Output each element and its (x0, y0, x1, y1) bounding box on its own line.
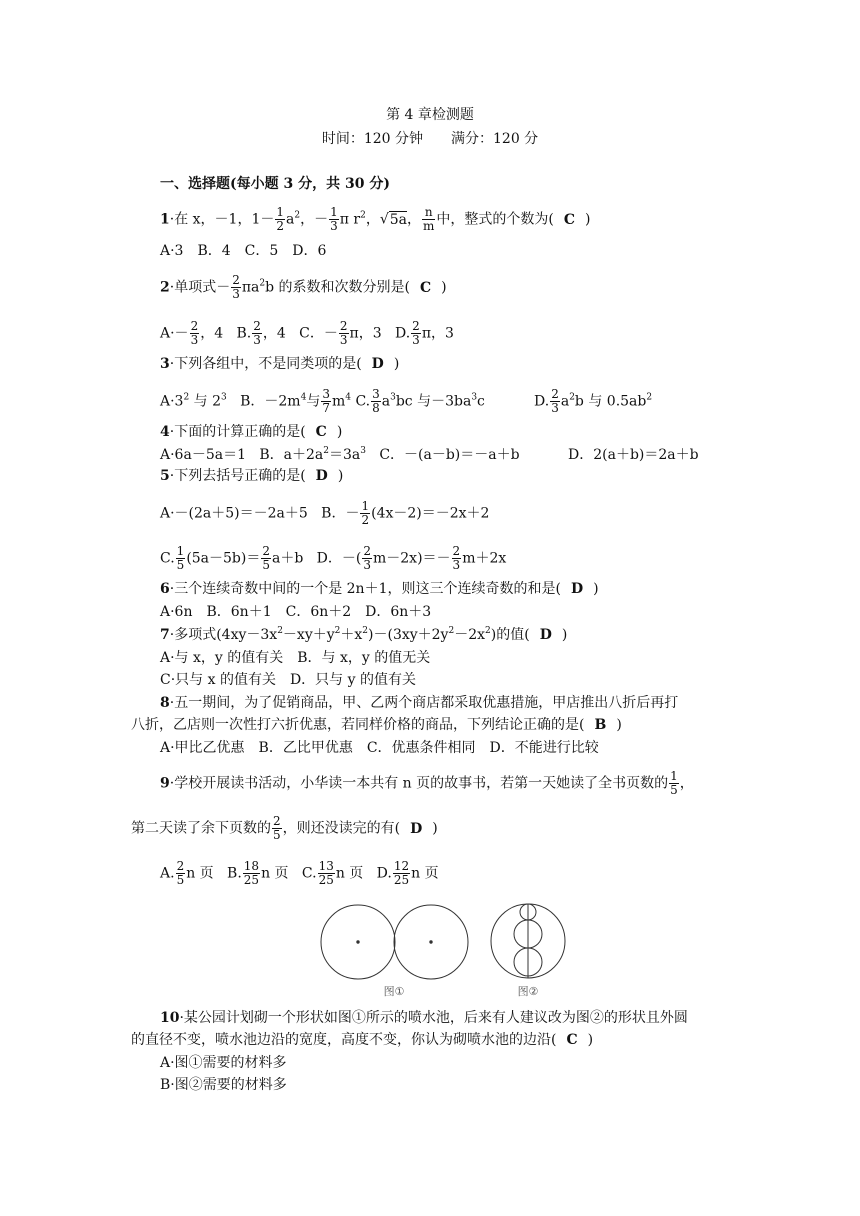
question-number: 4 (160, 424, 170, 440)
question-text: a (286, 211, 295, 228)
question-number: 5 (160, 468, 170, 484)
question-10-line-2: 的直径不变，喷水池边沿的宽度，高度不变，你认为砌喷水池的边沿( C ) (131, 1032, 594, 1048)
figure-1-label: 图① (383, 985, 405, 998)
answer: D (410, 820, 423, 837)
question-number: 10 (160, 1010, 180, 1026)
question-text: 中，整式的个数为( (436, 211, 554, 228)
question-9-options: A. $\frac{2}{5}$ n 页 B. $\frac{18}{25}$ n 页 C. $\frac{13}{25}$ n 页 D. $\frac{12}{25}$ n 页 (160, 859, 439, 887)
answer: B (594, 717, 607, 733)
question-3: 3·下列各组中，不是同类项的是( D ) (160, 356, 400, 372)
figure-1-left-center (357, 941, 359, 943)
question-1: 1·在 x，－1，1－ $\frac{1}{2}$ $a^2$，－ $\frac{1}{3}$ π $r^2$，√5a， $\frac{n}{m}$ 中，整式的个数为( C ) (160, 205, 591, 233)
sqrt-argument: 5a (389, 211, 408, 228)
question-number: 2 (160, 279, 170, 296)
question-3-options: $A\cdot 3^2$ 与 $2^3$ B．$-2m^4$与 $\frac{3}{7}$ $m^4$ C. $\frac{3}{8}$ $a^3bc$ 与$-3ba^3c$ (160, 387, 485, 415)
question-8-line-1: 8·五一期间，为了促销商品，甲、乙两个商店都采取优惠措施，甲店推出八折后再打 (160, 695, 679, 711)
question-8-line-2: 八折，乙店则一次性打六折优惠，若同样价格的商品，下列结论正确的是( B ) (131, 717, 622, 733)
question-4: 4·下面的计算正确的是( C ) (160, 424, 343, 440)
figure-1-right-center (430, 941, 432, 943)
figure-2-label: 图② (517, 985, 539, 998)
fraction: $\frac{n}{m}$ (423, 205, 435, 233)
question-text: π r (339, 211, 361, 228)
question-6-options: A·6n B．6n＋1 C．6n＋2 D．6n＋3 (160, 604, 432, 620)
fraction: $\frac{2}{3}$ (232, 273, 240, 301)
section-heading: 一、选择题(每小题 3 分，共 30 分) (160, 176, 390, 192)
figure-1 (321, 905, 468, 979)
question-9-line-2: 第二天读了余下页数的 $\frac{2}{5}$ ，则还没读完的有( D ) (131, 814, 438, 842)
question-number: 8 (160, 695, 170, 711)
fraction: $\frac{2}{5}$ (273, 814, 281, 842)
fraction: $\frac{1}{2}$ (276, 205, 285, 233)
question-8-options: A·甲比乙优惠 B．乙比甲优惠 C．优惠条件相同 D．不能进行比较 (160, 740, 599, 756)
answer: C (420, 279, 432, 296)
answer: D (371, 356, 384, 372)
fountain-figures (300, 895, 580, 1005)
question-number: 6 (160, 581, 170, 597)
question-10-line-1: 10·某公园计划砌一个形状如图①所示的喷水池，后来有人建议改为图②的形状且外圆 (160, 1010, 688, 1026)
question-4-options: A·6a－5a＝1 B．$a+2a^2=3a^3$ C．－(a－b)＝－a＋b (160, 446, 520, 463)
fraction: $\frac{1}{5}$ (670, 769, 678, 797)
question-5-options-ab: A·－(2a＋5)＝－2a＋5 B．－ $\frac{1}{2}$ (4x－2)＝－2x＋2 (160, 499, 490, 527)
question-6: 6·三个连续奇数中间的一个是 2n＋1，则这三个连续奇数的和是( D ) (160, 581, 599, 597)
question-9-line-1: 9·学校开展读书活动，小华读一本共有 n 页的故事书，若第一天她读了全书页数的 $\frac{1}{5}$ ， (160, 769, 694, 797)
answer: D (539, 627, 552, 643)
question-number: 3 (160, 356, 170, 372)
question-2-options: A·－ $\frac{2}{3}$ ，4 B. $\frac{2}{3}$ ，4 C．－ $\frac{2}{3}$ π，3 D. $\frac{2}{3}$ π，3 (160, 319, 454, 347)
question-10-option-b: B·图②需要的材料多 (160, 1077, 287, 1093)
question-7-options-1: A·与 x，y 的值有关 B．与 x，y 的值无关 (160, 650, 431, 666)
answer: D (315, 468, 328, 484)
answer: C (566, 1032, 578, 1048)
question-number: 9 (160, 775, 170, 792)
question-3-option-d: D. $\frac{2}{3}$ $a^2b$ 与 $0.5ab^2$ (534, 387, 653, 415)
answer: D (570, 581, 584, 597)
question-2: 2·单项式－ $\frac{2}{3}$ $\pi a^2b$ 的系数和次数分别是( C ) (160, 273, 447, 301)
question-4-option-d: D．2(a＋b)＝2a＋b (568, 447, 699, 463)
question-10-option-a: A·图①需要的材料多 (160, 1055, 287, 1071)
answer: C (563, 211, 576, 228)
fraction: $\frac{1}{3}$ (330, 205, 338, 233)
page-title: 第 4 章检测题 (386, 107, 474, 123)
question-1-options: A·3 B．4 C．5 D．6 (160, 243, 327, 259)
question-text: ·在 x，－1，1－ (169, 211, 275, 228)
question-number: 1 (160, 211, 170, 228)
question-5-options-cd: C. $\frac{1}{5}$ (5a－5b)＝ $\frac{2}{5}$ a＋b D．－( $\frac{2}{3}$ m－2x)＝－ $\frac{2}{3}$ m＋2x (160, 544, 507, 572)
question-text: ，－ (300, 211, 329, 228)
question-7: 7·多项式$(4xy-3x^2-xy+y^2+x^2)-(3xy+2y^2-2x^2)$的值( D ) (160, 626, 568, 643)
answer: C (315, 424, 327, 440)
sqrt-symbol: √ (379, 211, 389, 228)
question-7-options-2: C·只与 x 的值有关 D．只与 y 的值有关 (160, 672, 416, 688)
question-number: 7 (160, 627, 170, 643)
exam-meta: 时间：120 分钟 满分：120 分 (321, 131, 539, 147)
question-5: 5·下列去括号正确的是( D ) (160, 468, 344, 484)
figure-2 (491, 904, 565, 978)
